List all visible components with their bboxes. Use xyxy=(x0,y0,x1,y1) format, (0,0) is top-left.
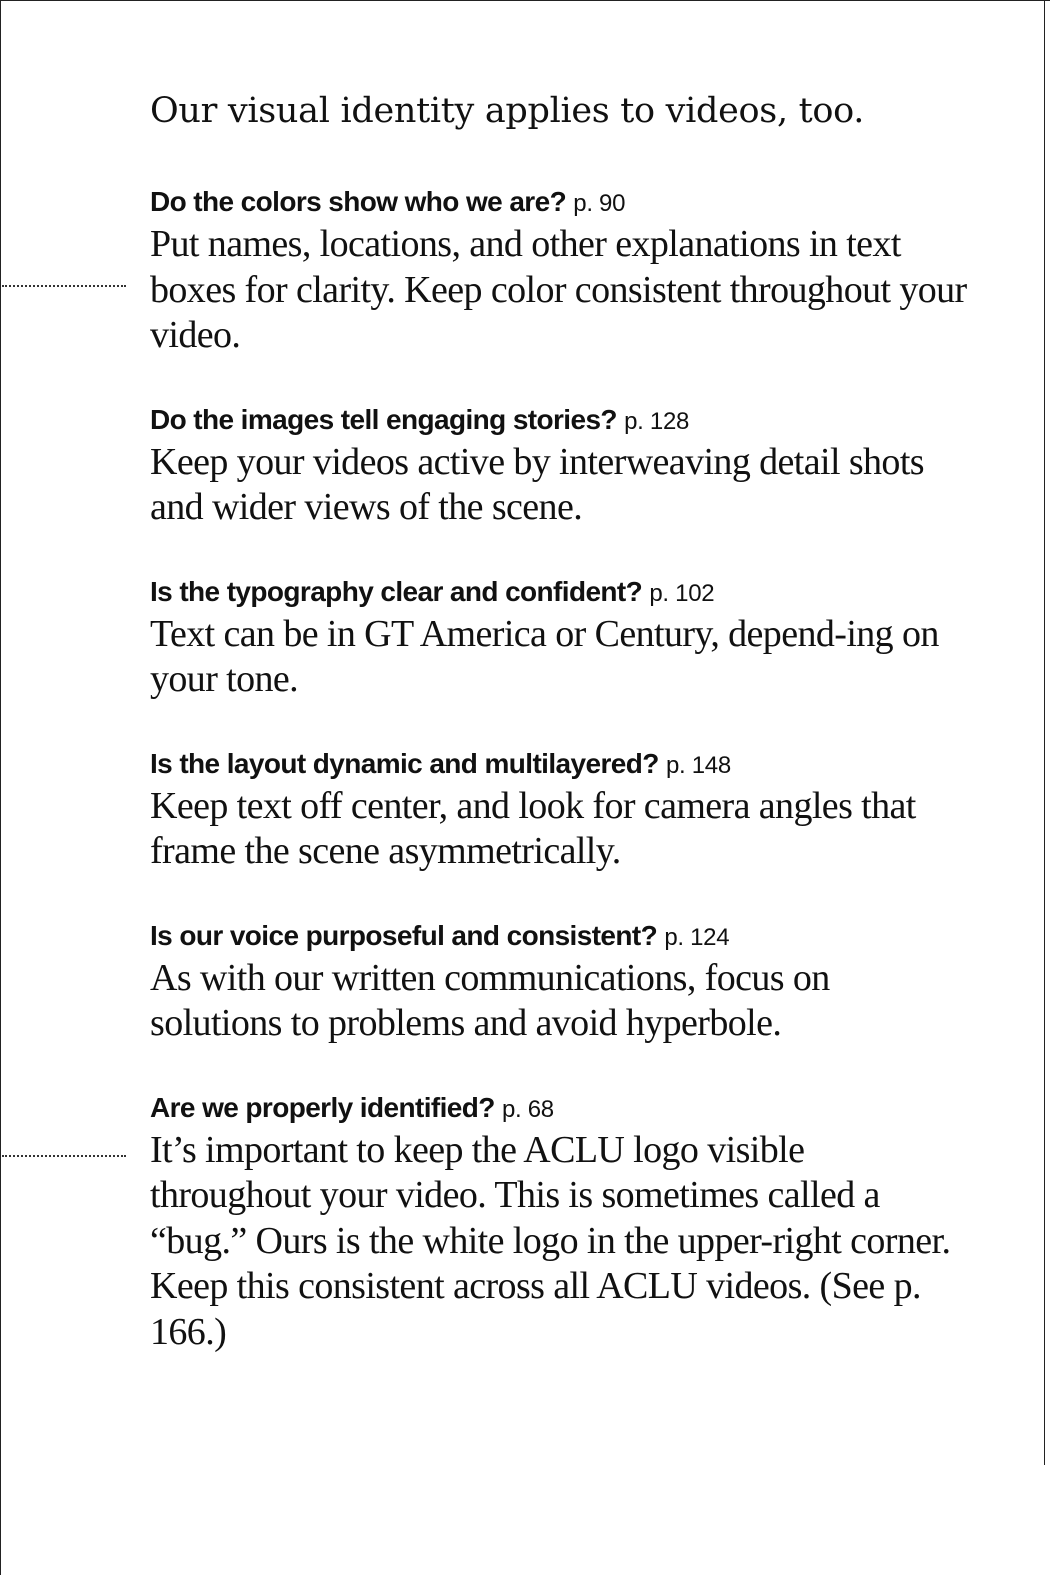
page-reference: p. 128 xyxy=(624,407,690,435)
page-reference: p. 148 xyxy=(665,751,731,779)
item-question: Do the images tell engaging stories? xyxy=(150,403,617,435)
item-heading xyxy=(150,184,970,222)
item-body: Text can be in GT America or Century, depend-ing on your tone. xyxy=(150,612,939,700)
page-reference: p. 68 xyxy=(501,1095,554,1123)
page-reference: p. 124 xyxy=(664,923,730,951)
item-question: Is the typography clear and confident? xyxy=(150,575,643,607)
page-content xyxy=(150,88,970,1398)
checklist-item-typography xyxy=(150,574,970,703)
item-body: Keep text off center, and look for camera angles that frame the scene asymmetrically. xyxy=(150,784,916,872)
page-border-left xyxy=(0,0,1,1575)
dotted-leader-line xyxy=(2,285,126,287)
item-heading xyxy=(150,402,970,440)
page-reference: p. 90 xyxy=(573,190,626,217)
item-body: As with our written communications, focus on solutions to problems and avoid hyperbole. xyxy=(150,956,830,1044)
item-body: Keep your videos active by interweaving detail shots and wider views of the scene. xyxy=(150,440,924,528)
dotted-leader-line xyxy=(2,1155,126,1157)
checklist-item-identification xyxy=(150,1090,970,1356)
item-heading xyxy=(150,918,970,956)
item-body: Put names, locations, and other explanations in text boxes for clarity. Keep color consistent throughout your video. xyxy=(150,223,967,356)
item-heading xyxy=(150,1090,970,1128)
checklist-item-voice xyxy=(150,918,970,1047)
item-body: It’s important to keep the ACLU logo visible throughout your video. This is sometimes called a “bug.” Ours is the white logo in the upper-right corner. Keep this consistent across all ACLU videos. (See p. 166.) xyxy=(150,1128,951,1353)
intro-text: Our visual identity applies to videos, too. xyxy=(150,91,865,131)
checklist-item-colors xyxy=(150,184,970,359)
item-question: Is our voice purposeful and consistent? xyxy=(150,919,658,951)
item-heading xyxy=(150,574,970,612)
item-question: Do the colors show who we are? xyxy=(150,186,567,217)
page-border-top xyxy=(0,0,1050,1)
checklist-item-images xyxy=(150,402,970,531)
item-question: Are we properly identified? xyxy=(150,1091,495,1123)
item-heading xyxy=(150,746,970,784)
checklist-item-layout xyxy=(150,746,970,875)
item-question: Is the layout dynamic and multilayered? xyxy=(150,747,659,779)
page-reference: p. 102 xyxy=(649,579,715,607)
page-border-right xyxy=(1044,0,1045,1465)
